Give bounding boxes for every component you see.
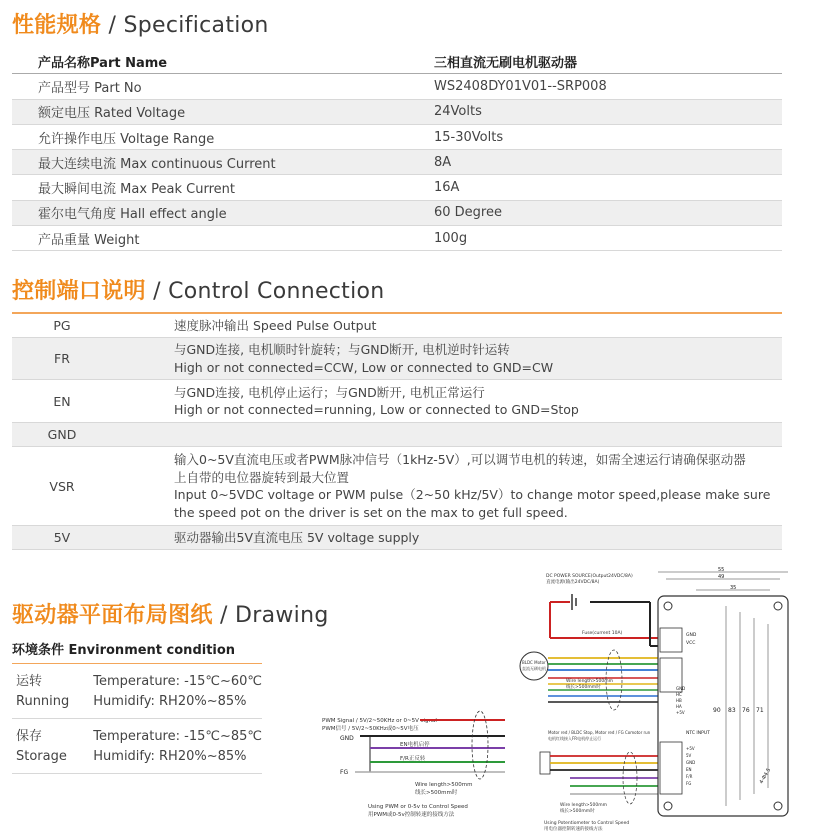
control-row-5v [12, 526, 782, 550]
desc-line: 与GND连接, 电机顺时针旋转；与GND断开, 电机逆时针运转 [174, 342, 510, 357]
control-table [12, 312, 782, 550]
pin-label: GND [47, 427, 77, 442]
desc-line: High or not connected=running, Low or connected to GND=Stop [174, 402, 579, 417]
env-temperature: Temperature: -15℃~85℃ [93, 729, 262, 744]
spec-value: 60 Degree [434, 205, 502, 221]
dim-width-35: 35 [730, 585, 737, 591]
potentiometer-symbol [540, 752, 550, 774]
main-wiring-diagram [510, 566, 810, 834]
env-temperature: Temperature: -15℃~60℃ [93, 674, 262, 689]
desc-line: the speed pot on the driver is set on the max to get full speed. [174, 504, 568, 520]
ctrl-pin-label: FG [686, 781, 692, 786]
spec-row [12, 175, 782, 200]
spec-value: 16A [434, 180, 460, 196]
spec-header-name: 产品名称Part Name [38, 55, 168, 71]
fuse-label: Fuse(current 10A) [582, 631, 623, 636]
motor-wire-length-cn: 线长>500mm时 [566, 685, 601, 690]
hall-pin-label: HC [676, 692, 682, 697]
pin-label: VSR [49, 478, 75, 494]
desc-line: 速度脉冲输出 Speed Pulse Output [174, 317, 377, 333]
spec-name: 允许操作电压 Voltage Range [38, 131, 215, 147]
environment-heading: 环境条件 Environment condition [12, 643, 236, 658]
ctrl-pin-label: 5V [686, 753, 692, 758]
spec-section-title [12, 8, 269, 39]
pin-description [112, 384, 579, 419]
pin-gnd-label: GND [686, 633, 697, 638]
environment-table [12, 663, 262, 774]
pwm-wiring-diagram [300, 700, 515, 830]
hall-pin-label: HB [676, 698, 682, 703]
pin-description [112, 529, 419, 547]
pot-caption-en: Using Potentiometer to Control Speed [544, 821, 630, 826]
pwm-caption-en: Using PWM or 0-5v to Control Speed [368, 804, 468, 810]
pin-label: FR [54, 351, 70, 366]
spec-title-en: / Specification [108, 13, 269, 38]
pwm-gnd-label: GND [340, 735, 354, 742]
control-connector [660, 742, 682, 794]
dim-height-90: 90 [713, 707, 721, 714]
pot-wire-length-en: Wire length>500mm [560, 803, 608, 808]
pot-caption-cn: 用电位器控制转速的接线方法 [544, 827, 603, 832]
pin-label: 5V [53, 530, 71, 545]
env-row-running [12, 664, 262, 719]
pwm-fg-label: FG [340, 769, 349, 776]
dim-width-55: 55 [718, 567, 725, 573]
desc-line: Input 0~5VDC voltage or PWM pulse（2~50 kHz/5V）to change motor speed,please make sure [174, 487, 771, 502]
motor-wire-length-en: Wire length>500mm [566, 679, 614, 684]
ctrl-pin-label: EN [686, 767, 692, 772]
env-humidity: Humidify: RH20%~85% [93, 694, 247, 709]
spec-value: 8A [434, 154, 452, 170]
pwm-wire-bundle [472, 711, 488, 779]
hall-pin-label: GND [676, 686, 686, 691]
hall-pin-label: HA [676, 704, 682, 709]
pwm-signal-en: PWM Signal / 5V/2~50KHz or 0~5V signal [322, 718, 437, 724]
env-values [93, 672, 262, 712]
ctrl-pin-label: +5V [686, 746, 695, 751]
pwm-wire-length-cn: 线长>500mm时 [415, 790, 458, 796]
spec-table [12, 49, 782, 251]
spec-row [12, 226, 782, 251]
pin-description [112, 451, 770, 521]
spec-title-cn: 性能规格 [12, 13, 102, 38]
control-title-en: / Control Connection [153, 279, 385, 304]
spec-value: 100g [434, 230, 468, 246]
pin-description [112, 317, 376, 335]
spec-name: 额定电压 Rated Voltage [38, 106, 186, 122]
pot-wire-length-cn: 线长>500mm时 [560, 809, 595, 814]
env-label-cn: 运转 [16, 674, 43, 689]
pin-label: EN [53, 393, 71, 409]
env-values [93, 727, 262, 767]
control-row-vsr [12, 447, 782, 526]
motor-stop-note: Motor red / BLDC Stop, Motor red / FG Comotor run [548, 730, 651, 735]
ctrl-pin-label: F/R [686, 774, 693, 779]
power-label-cn: 直流电源(输出24VDC/8A) [546, 580, 600, 585]
drawing-title-en: / Drawing [220, 603, 329, 628]
spec-row [12, 201, 782, 226]
ctrl-pin-label: GND [686, 760, 696, 765]
env-label-cn: 保存 [16, 729, 43, 744]
control-row-pg [12, 314, 782, 338]
desc-line: 输入0~5V直流电压或者PWM脉冲信号（1kHz-5V）,可以调节电机的转速，如需全速运行请确保驱动器 [174, 452, 746, 467]
spec-name: 最大连续电流 Max continuous Current [38, 156, 276, 172]
pwm-fr-label: F/R正反转 [400, 756, 426, 762]
dim-height-76: 76 [742, 707, 750, 714]
power-label-en: DC POWER SOURCE(Output24VDC/8A) [546, 574, 633, 579]
motor-label-en: BLDC Motor [522, 660, 546, 665]
pin-vcc-label: VCC [686, 641, 696, 646]
desc-line: High or not connected=CCW, Low or connected to GND=CW [174, 359, 554, 375]
spec-name: 产品重量 Weight [38, 232, 140, 248]
pin-label: PG [53, 318, 71, 333]
env-label [12, 727, 93, 767]
spec-row [12, 74, 782, 99]
spec-header-value: 三相直流无刷电机驱动器 [434, 55, 578, 71]
spec-name: 霍尔电气角度 Hall effect angle [38, 207, 227, 223]
pwm-caption-cn: 用PWM或0-5v控制转速的接线方法 [368, 812, 455, 818]
hole-spec: 4-Φ4.5 [758, 767, 773, 785]
env-row-storage [12, 719, 262, 774]
control-section-title [12, 274, 385, 305]
spec-row [12, 125, 782, 150]
spec-name: 产品型号 Part No [38, 80, 142, 96]
spec-row [12, 150, 782, 175]
spec-value: WS2408DY01V01--SRP008 [434, 78, 607, 94]
control-row-gnd [12, 423, 782, 447]
pin-description [112, 341, 553, 376]
pwm-wire-length-en: Wire length>500mm [415, 782, 473, 788]
control-title-cn: 控制端口说明 [12, 279, 146, 304]
spec-row [12, 100, 782, 125]
pwm-signal-cn: PWM信号 / 5V/2~50KHz或0~5V电压 [322, 726, 419, 732]
dim-height-83: 83 [728, 707, 736, 714]
control-row-en [12, 380, 782, 423]
dim-height-71: 71 [756, 707, 764, 714]
spec-value: 24Volts [434, 104, 482, 120]
spec-value: 15-30Volts [434, 129, 504, 145]
desc-line: 上自带的电位器旋转到最大位置 [174, 469, 350, 485]
hall-pin-label: +5V [676, 710, 685, 715]
dim-width-49: 49 [718, 574, 725, 580]
pwm-en-label: EN电机启停 [400, 742, 430, 748]
control-row-fr [12, 338, 782, 380]
spec-name: 最大瞬间电流 Max Peak Current [38, 182, 235, 198]
env-humidity: Humidify: RH20%~85% [93, 749, 247, 764]
motor-stop-note-cn: 电机红线接入FR电机停止运行 [548, 736, 602, 741]
env-label-en: Storage [16, 749, 67, 764]
desc-line: 驱动器输出5V直流电压 5V voltage supply [174, 529, 420, 545]
spec-header-row [12, 49, 782, 74]
env-label-en: Running [16, 694, 70, 709]
power-connector [660, 628, 682, 652]
env-label [12, 672, 93, 712]
drawing-section-title [12, 598, 329, 629]
motor-label-cn: 直流无刷电机 [522, 666, 546, 671]
desc-line: 与GND连接, 电机停止运行；与GND断开, 电机正常运行 [174, 384, 485, 400]
drawing-title-cn: 驱动器平面布局图纸 [12, 603, 213, 628]
ntc-label: NTC INPUT [686, 731, 710, 736]
